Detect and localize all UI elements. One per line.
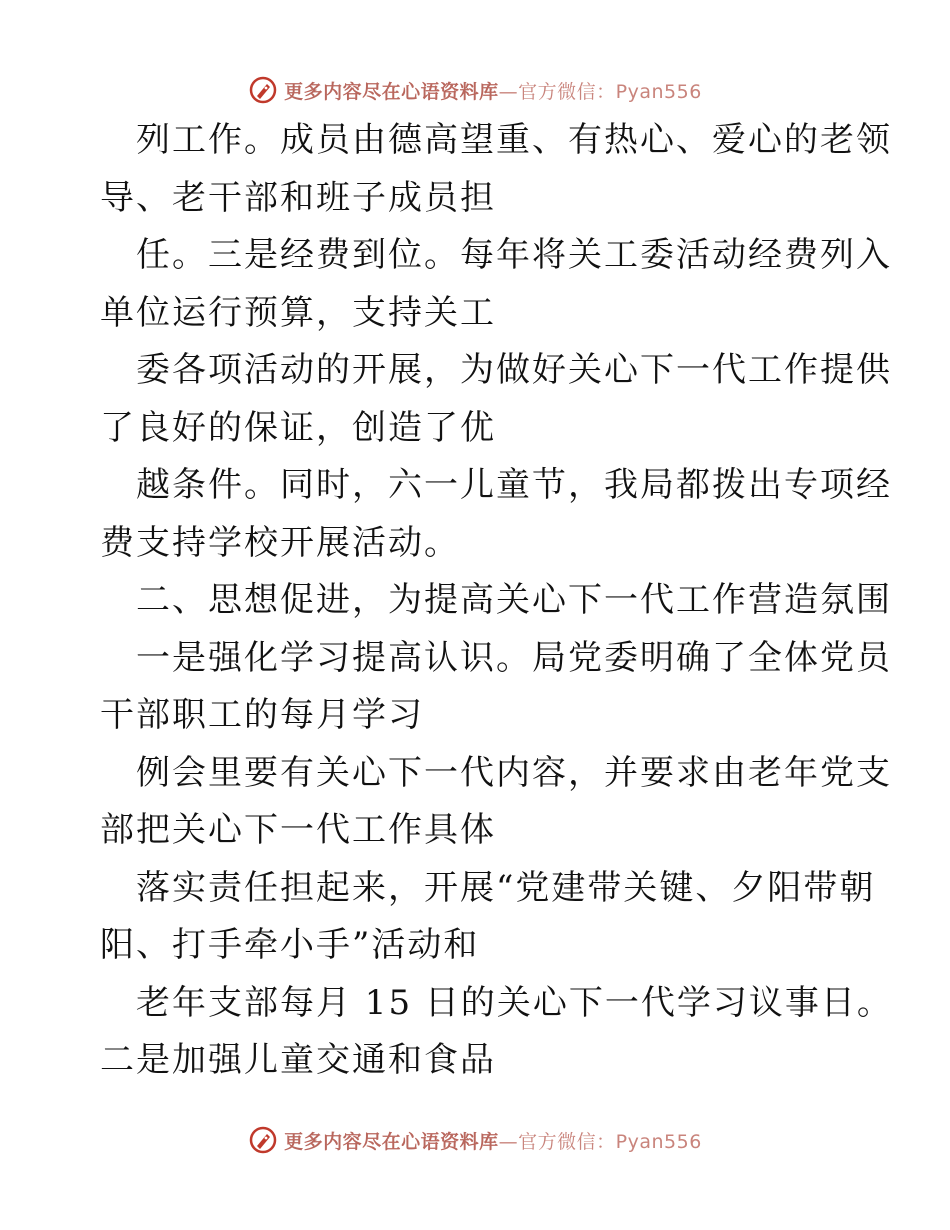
text-line: 任。三是经费到位。每年将关工委活动经费列入 xyxy=(136,235,892,275)
text-line: 干部职工的每月学习 xyxy=(100,695,424,735)
pen-nib-logo-icon xyxy=(248,75,278,105)
header-banner-tail: 官方微信：Pyan556 xyxy=(518,80,702,103)
text-line: 费支持学校开展活动。 xyxy=(100,522,460,563)
text-line: 老年支部每月 15 日的关心下一代学习议事日。 xyxy=(136,982,893,1023)
header-watermark-banner xyxy=(0,72,950,108)
pen-nib-logo-icon xyxy=(248,1125,278,1155)
text-line: 单位运行预算，支持关工 xyxy=(100,292,496,333)
footer-banner-main: 更多内容尽在心语资料库 xyxy=(284,1130,499,1153)
document-body xyxy=(100,112,893,1090)
text-line: 二是加强儿童交通和食品 xyxy=(100,1040,496,1080)
text-line: 越条件。同时，六一儿童节，我局都拨出专项经 xyxy=(136,465,892,505)
header-banner-sep: — xyxy=(498,80,519,103)
text-line: 一是强化学习提高认识。局党委明确了全体党员 xyxy=(136,637,892,678)
footer-banner-text xyxy=(284,1127,702,1154)
header-banner-text xyxy=(284,77,702,104)
text-line: 部把关心下一代工作具体 xyxy=(100,810,496,850)
text-line: 二、思想促进，为提高关心下一代工作营造氛围 xyxy=(136,580,892,620)
footer-watermark-banner xyxy=(0,1122,950,1158)
text-line: 委各项活动的开展，为做好关心下一代工作提供 xyxy=(136,350,892,390)
text-line: 列工作。成员由德高望重、有热心、爱心的老领 xyxy=(136,120,892,160)
text-line: 导、老干部和班子成员担 xyxy=(100,177,496,218)
footer-banner-tail: 官方微信：Pyan556 xyxy=(518,1130,702,1153)
text-line: 落实责任担起来，开展“党建带关键、夕阳带朝 xyxy=(136,867,876,908)
text-line: 例会里要有关心下一代内容，并要求由老年党支 xyxy=(136,752,892,793)
text-line: 阳、打手牵小手”活动和 xyxy=(100,925,480,965)
header-banner-main: 更多内容尽在心语资料库 xyxy=(284,80,499,103)
text-line: 了良好的保证，创造了优 xyxy=(100,407,496,448)
footer-banner-sep: — xyxy=(498,1130,519,1153)
